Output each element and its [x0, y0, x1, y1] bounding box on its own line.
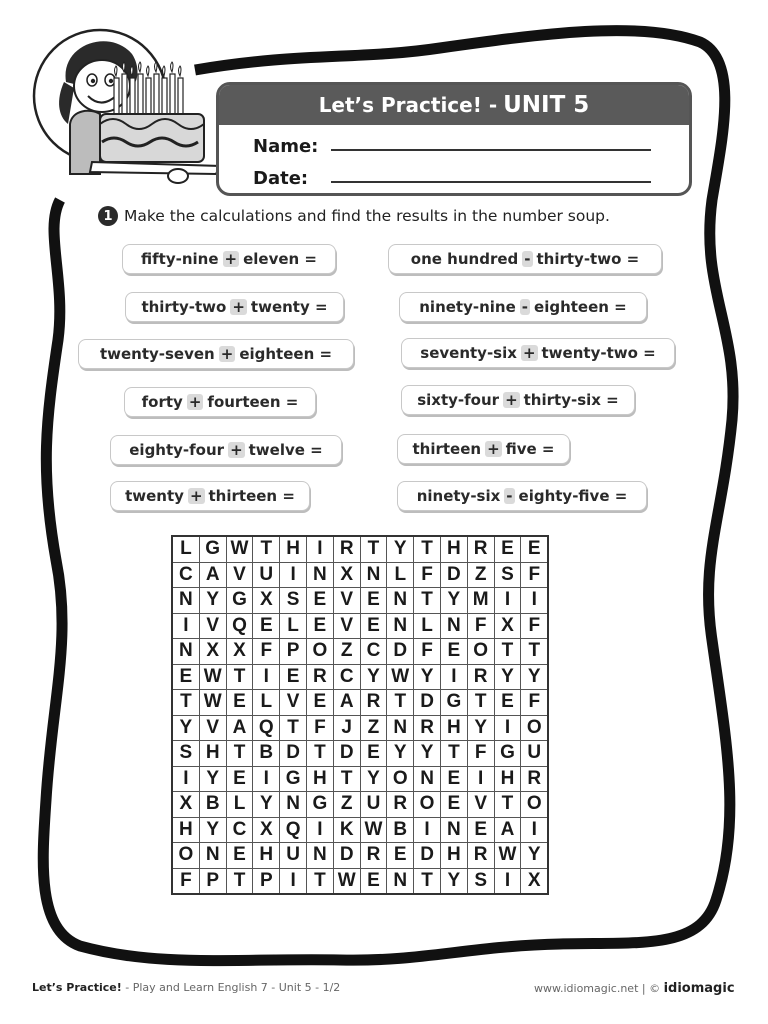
soup-letter-cell: F — [253, 639, 280, 665]
soup-letter-cell: V — [226, 562, 253, 588]
soup-row — [172, 741, 548, 767]
soup-letter-cell: T — [360, 536, 387, 562]
soup-letter-cell: T — [172, 690, 199, 716]
soup-letter-cell: E — [440, 639, 467, 665]
soup-letter-cell: N — [414, 766, 441, 792]
soup-letter-cell: N — [387, 715, 414, 741]
soup-letter-cell: I — [494, 868, 521, 894]
soup-letter-cell: T — [414, 868, 441, 894]
soup-letter-cell: B — [199, 792, 226, 818]
soup-letter-cell: N — [440, 613, 467, 639]
operator: + — [224, 250, 238, 268]
soup-letter-cell: H — [199, 741, 226, 767]
soup-letter-cell: A — [494, 817, 521, 843]
soup-letter-cell: O — [467, 639, 494, 665]
soup-letter-cell: W — [360, 817, 387, 843]
soup-letter-cell: Q — [280, 817, 307, 843]
date-row — [219, 157, 689, 189]
number-soup-grid — [171, 535, 549, 895]
soup-letter-cell: G — [199, 536, 226, 562]
soup-letter-cell: B — [387, 817, 414, 843]
equation-pill — [110, 481, 310, 511]
equation-pill — [125, 292, 344, 322]
soup-letter-cell: S — [467, 868, 494, 894]
soup-letter-cell: O — [521, 792, 548, 818]
soup-letter-cell: W — [494, 843, 521, 869]
operator: + — [522, 344, 536, 362]
soup-letter-cell: E — [306, 613, 333, 639]
soup-letter-cell: F — [521, 613, 548, 639]
worksheet-header — [216, 82, 692, 196]
soup-letter-cell: Y — [199, 588, 226, 614]
operand-b: eleven = — [243, 250, 317, 268]
operator: + — [505, 391, 518, 409]
soup-letter-cell: N — [387, 868, 414, 894]
soup-letter-cell: N — [387, 588, 414, 614]
operand-b: twenty = — [250, 298, 328, 316]
operand-b: eighteen = — [534, 298, 627, 316]
operator: + — [230, 441, 243, 459]
soup-row — [172, 536, 548, 562]
soup-letter-cell: Y — [440, 588, 467, 614]
name-label: Name: — [253, 136, 319, 157]
soup-letter-cell: X — [172, 792, 199, 818]
soup-letter-cell: U — [521, 741, 548, 767]
soup-letter-cell: E — [360, 868, 387, 894]
operator: + — [232, 298, 245, 316]
soup-letter-cell: T — [226, 664, 253, 690]
soup-letter-cell: H — [253, 843, 280, 869]
soup-letter-cell: R — [467, 536, 494, 562]
soup-letter-cell: I — [494, 715, 521, 741]
soup-letter-cell: E — [521, 536, 548, 562]
soup-letter-cell: T — [521, 639, 548, 665]
operand-b: twenty-two = — [541, 344, 656, 362]
soup-letter-cell: N — [387, 613, 414, 639]
soup-letter-cell: O — [387, 766, 414, 792]
soup-row — [172, 868, 548, 894]
operand-a: ninety-six — [416, 487, 501, 505]
soup-letter-cell: P — [253, 868, 280, 894]
soup-letter-cell: Z — [467, 562, 494, 588]
soup-letter-cell: I — [467, 766, 494, 792]
operand-a: thirteen — [412, 440, 482, 458]
soup-letter-cell: N — [440, 817, 467, 843]
soup-letter-cell: D — [440, 562, 467, 588]
exercise-number-badge: 1 — [98, 206, 118, 226]
date-label: Date: — [253, 168, 309, 189]
soup-letter-cell: H — [440, 536, 467, 562]
soup-letter-cell: F — [467, 613, 494, 639]
soup-letter-cell: T — [306, 868, 333, 894]
soup-letter-cell: Q — [226, 613, 253, 639]
name-row — [219, 125, 689, 157]
soup-letter-cell: V — [199, 715, 226, 741]
soup-letter-cell: Y — [387, 536, 414, 562]
soup-letter-cell: A — [333, 690, 360, 716]
operator: - — [521, 298, 529, 316]
operand-a: twenty-seven — [99, 345, 215, 363]
operand-b: eighteen = — [239, 345, 333, 363]
equation-pill — [122, 244, 336, 274]
operator: + — [220, 345, 234, 363]
soup-letter-cell: R — [333, 536, 360, 562]
soup-letter-cell: E — [306, 588, 333, 614]
soup-letter-cell: F — [521, 562, 548, 588]
soup-letter-cell: O — [414, 792, 441, 818]
soup-letter-cell: O — [172, 843, 199, 869]
soup-row — [172, 562, 548, 588]
soup-letter-cell: C — [360, 639, 387, 665]
soup-letter-cell: T — [280, 715, 307, 741]
soup-letter-cell: E — [440, 766, 467, 792]
soup-letter-cell: Y — [172, 715, 199, 741]
soup-letter-cell: T — [494, 792, 521, 818]
soup-letter-cell: E — [467, 817, 494, 843]
soup-letter-cell: E — [280, 664, 307, 690]
operand-a: twenty — [125, 487, 184, 505]
soup-letter-cell: Y — [521, 664, 548, 690]
operand-b: thirty-two = — [536, 250, 640, 268]
soup-letter-cell: Y — [467, 715, 494, 741]
soup-letter-cell: T — [253, 536, 280, 562]
footer-url: www.idiomagic.net | © — [534, 982, 661, 995]
soup-letter-cell: E — [306, 690, 333, 716]
soup-letter-cell: D — [414, 690, 441, 716]
soup-letter-cell: U — [253, 562, 280, 588]
operand-a: one hundred — [410, 250, 519, 268]
equation-pill — [401, 338, 675, 368]
soup-row — [172, 792, 548, 818]
soup-letter-cell: T — [387, 690, 414, 716]
soup-letter-cell: L — [253, 690, 280, 716]
equation-pill — [110, 435, 342, 465]
operand-a: fifty-nine — [141, 250, 219, 268]
soup-letter-cell: P — [280, 639, 307, 665]
equation-pill — [397, 434, 570, 464]
soup-letter-cell: B — [253, 741, 280, 767]
soup-letter-cell: E — [360, 741, 387, 767]
exercise-instruction — [98, 206, 610, 226]
soup-letter-cell: J — [333, 715, 360, 741]
soup-letter-cell: F — [414, 639, 441, 665]
operand-b: five = — [505, 440, 555, 458]
soup-letter-cell: Y — [253, 792, 280, 818]
soup-letter-cell: Y — [199, 817, 226, 843]
soup-letter-cell: M — [467, 588, 494, 614]
soup-letter-cell: R — [467, 843, 494, 869]
soup-letter-cell: E — [226, 766, 253, 792]
equation-pill — [78, 339, 354, 369]
equation-pill — [397, 481, 647, 511]
soup-letter-cell: F — [414, 562, 441, 588]
soup-letter-cell: L — [387, 562, 414, 588]
soup-letter-cell: H — [440, 715, 467, 741]
soup-letter-cell: I — [253, 766, 280, 792]
soup-letter-cell: E — [226, 843, 253, 869]
header-unit: UNIT 5 — [503, 92, 590, 118]
operand-b: thirty-six = — [523, 391, 619, 409]
footer-title: Let’s Practice! — [32, 981, 122, 994]
soup-letter-cell: G — [226, 588, 253, 614]
soup-letter-cell: W — [387, 664, 414, 690]
soup-letter-cell: F — [467, 741, 494, 767]
soup-letter-cell: X — [333, 562, 360, 588]
soup-letter-cell: V — [199, 613, 226, 639]
girl-with-birthday-cake-illustration — [30, 24, 230, 194]
soup-row — [172, 690, 548, 716]
soup-letter-cell: X — [253, 588, 280, 614]
soup-letter-cell: S — [494, 562, 521, 588]
soup-letter-cell: R — [306, 664, 333, 690]
soup-letter-cell: Z — [333, 639, 360, 665]
soup-letter-cell: T — [494, 639, 521, 665]
soup-letter-cell: N — [199, 843, 226, 869]
soup-row — [172, 766, 548, 792]
operand-a: thirty-two — [141, 298, 227, 316]
operand-a: eighty-four — [129, 441, 225, 459]
operator: - — [506, 487, 513, 505]
soup-letter-cell: I — [306, 817, 333, 843]
soup-letter-cell: X — [226, 639, 253, 665]
soup-letter-cell: V — [333, 588, 360, 614]
soup-letter-cell: Y — [199, 766, 226, 792]
soup-letter-cell: Z — [333, 792, 360, 818]
soup-row — [172, 639, 548, 665]
operand-b: fourteen = — [207, 393, 299, 411]
footer-left — [32, 981, 340, 994]
date-line[interactable] — [331, 181, 651, 183]
soup-row — [172, 664, 548, 690]
soup-letter-cell: F — [306, 715, 333, 741]
equation-pill — [399, 292, 647, 322]
soup-letter-cell: R — [467, 664, 494, 690]
soup-letter-cell: E — [253, 613, 280, 639]
soup-letter-cell: T — [306, 741, 333, 767]
soup-letter-cell: G — [306, 792, 333, 818]
soup-letter-cell: L — [280, 613, 307, 639]
soup-letter-cell: V — [333, 613, 360, 639]
soup-letter-cell: D — [387, 639, 414, 665]
soup-letter-cell: Y — [360, 766, 387, 792]
soup-letter-cell: Y — [414, 741, 441, 767]
soup-letter-cell: C — [226, 817, 253, 843]
soup-letter-cell: G — [280, 766, 307, 792]
soup-letter-cell: Q — [253, 715, 280, 741]
soup-letter-cell: D — [333, 843, 360, 869]
soup-letter-cell: E — [440, 792, 467, 818]
soup-letter-cell: X — [494, 613, 521, 639]
soup-letter-cell: X — [253, 817, 280, 843]
soup-letter-cell: E — [172, 664, 199, 690]
soup-letter-cell: C — [333, 664, 360, 690]
operand-a: seventy-six — [420, 344, 517, 362]
soup-letter-cell: D — [280, 741, 307, 767]
soup-letter-cell: W — [199, 664, 226, 690]
soup-letter-cell: E — [494, 536, 521, 562]
operand-b: twelve = — [248, 441, 323, 459]
soup-letter-cell: S — [172, 741, 199, 767]
operator: + — [189, 487, 203, 505]
soup-letter-cell: U — [360, 792, 387, 818]
footer-brand: idiomagic — [663, 981, 735, 996]
soup-letter-cell: R — [414, 715, 441, 741]
soup-letter-cell: H — [494, 766, 521, 792]
soup-row — [172, 613, 548, 639]
instruction-text: Make the calculations and find the results in the number soup. — [124, 207, 610, 225]
operator: + — [188, 393, 202, 411]
header-title-band — [219, 85, 689, 125]
soup-letter-cell: H — [440, 843, 467, 869]
soup-letter-cell: I — [494, 588, 521, 614]
soup-letter-cell: Y — [360, 664, 387, 690]
soup-letter-cell: R — [360, 690, 387, 716]
footer-subtitle: - Play and Learn English 7 - Unit 5 - 1/2 — [121, 981, 341, 994]
soup-letter-cell: A — [199, 562, 226, 588]
soup-letter-cell: N — [172, 639, 199, 665]
soup-letter-cell: R — [360, 843, 387, 869]
soup-letter-cell: T — [333, 766, 360, 792]
soup-letter-cell: E — [360, 613, 387, 639]
operand-a: forty — [141, 393, 183, 411]
header-title: Let’s Practice! - — [318, 93, 498, 117]
soup-letter-cell: F — [172, 868, 199, 894]
soup-letter-cell: X — [521, 868, 548, 894]
soup-letter-cell: W — [333, 868, 360, 894]
soup-letter-cell: I — [521, 817, 548, 843]
soup-letter-cell: I — [172, 766, 199, 792]
soup-letter-cell: F — [521, 690, 548, 716]
operator: + — [487, 440, 500, 458]
soup-letter-cell: I — [280, 562, 307, 588]
soup-row — [172, 817, 548, 843]
soup-letter-cell: T — [440, 741, 467, 767]
soup-letter-cell: W — [226, 536, 253, 562]
soup-letter-cell: I — [306, 536, 333, 562]
soup-letter-cell: E — [360, 588, 387, 614]
soup-letter-cell: N — [306, 843, 333, 869]
soup-letter-cell: I — [280, 868, 307, 894]
soup-letter-cell: Y — [521, 843, 548, 869]
soup-letter-cell: V — [467, 792, 494, 818]
soup-letter-cell: N — [360, 562, 387, 588]
operator: - — [524, 250, 531, 268]
name-line[interactable] — [331, 149, 651, 151]
soup-letter-cell: D — [414, 843, 441, 869]
equation-pill — [388, 244, 662, 274]
soup-letter-cell: G — [440, 690, 467, 716]
equation-pill — [124, 387, 316, 417]
soup-row — [172, 843, 548, 869]
soup-letter-cell: Y — [387, 741, 414, 767]
soup-letter-cell: I — [440, 664, 467, 690]
operand-a: sixty-four — [417, 391, 500, 409]
soup-letter-cell: A — [226, 715, 253, 741]
soup-letter-cell: W — [199, 690, 226, 716]
soup-letter-cell: O — [306, 639, 333, 665]
soup-letter-cell: Z — [360, 715, 387, 741]
soup-letter-cell: G — [494, 741, 521, 767]
operand-a: ninety-nine — [419, 298, 516, 316]
equation-pill — [401, 385, 635, 415]
soup-letter-cell: L — [226, 792, 253, 818]
soup-letter-cell: Y — [440, 868, 467, 894]
soup-letter-cell: E — [226, 690, 253, 716]
soup-letter-cell: I — [253, 664, 280, 690]
soup-letter-cell: N — [172, 588, 199, 614]
operand-b: thirteen = — [208, 487, 295, 505]
soup-letter-cell: L — [172, 536, 199, 562]
soup-letter-cell: R — [387, 792, 414, 818]
soup-letter-cell: V — [280, 690, 307, 716]
footer-right — [534, 981, 735, 996]
soup-letter-cell: X — [199, 639, 226, 665]
soup-letter-cell: K — [333, 817, 360, 843]
soup-letter-cell: T — [467, 690, 494, 716]
soup-letter-cell: H — [280, 536, 307, 562]
soup-letter-cell: T — [414, 588, 441, 614]
soup-letter-cell: L — [414, 613, 441, 639]
operand-b: eighty-five = — [518, 487, 628, 505]
soup-letter-cell: Y — [414, 664, 441, 690]
soup-letter-cell: C — [172, 562, 199, 588]
soup-letter-cell: E — [494, 690, 521, 716]
soup-row — [172, 588, 548, 614]
soup-letter-cell: T — [414, 536, 441, 562]
soup-letter-cell: H — [306, 766, 333, 792]
soup-letter-cell: N — [280, 792, 307, 818]
soup-letter-cell: I — [521, 588, 548, 614]
soup-letter-cell: P — [199, 868, 226, 894]
soup-letter-cell: E — [387, 843, 414, 869]
soup-letter-cell: U — [280, 843, 307, 869]
soup-letter-cell: H — [172, 817, 199, 843]
soup-letter-cell: T — [226, 868, 253, 894]
soup-letter-cell: R — [521, 766, 548, 792]
soup-letter-cell: S — [280, 588, 307, 614]
soup-letter-cell: I — [414, 817, 441, 843]
soup-letter-cell: D — [333, 741, 360, 767]
soup-letter-cell: O — [521, 715, 548, 741]
soup-letter-cell: N — [306, 562, 333, 588]
soup-letter-cell: T — [226, 741, 253, 767]
soup-letter-cell: I — [172, 613, 199, 639]
soup-letter-cell: Y — [494, 664, 521, 690]
soup-row — [172, 715, 548, 741]
